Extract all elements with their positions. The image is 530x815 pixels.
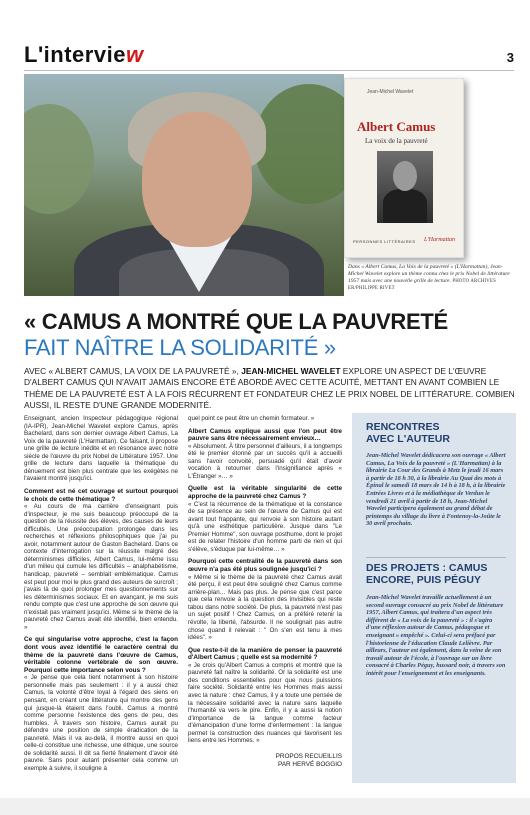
coat-shape: [383, 189, 427, 223]
sidebar-text-projects: Jean-Michel Wavelet travaille actuellement à un second ouvrage consacré au prix Nobel de littérature 1957, Albert Camus, qui traitera d'un aspect très différent de « La voix de la pauvreté » : il s'agira d'une réflexion autour de Camus, pédagogue et enseignant « empêché ». Celui-ci sera préfacé par l'historienne de l'éducation Claude Lelièvre. Par ailleurs, l'auteur est également, dans la veine de son travail autour de l'école, à l'ouvrage sur un livre consacré à Charles Péguy, hussard noir, à travers son intérêt pour l'enseignement et les enseignants.: [366, 594, 506, 677]
intro-after: EXPLORE UN ASPECT DE L'ŒUVRE D'ALBERT CAMUS QUI N'AVAIT JAMAIS ENCORE ÉTÉ ABORDÉ AVEC CETTE ACUITÉ, METTANT EN AVANT COMBIEN LE THÈME DE LA PAUVRETÉ EST À LA FOIS RÉCURRENT ET FONDATEUR CHEZ LE PRIX NOBEL DE LITTÉRATURE. COMBIEN AUSSI, IL RESTE D'UNE GRANDE MODERNITÉ.: [24, 366, 515, 410]
header-divider: [24, 70, 514, 71]
sidebar-divider: [366, 557, 506, 558]
info-sidebar: [352, 413, 516, 783]
interview-question: Comment est né cet ouvrage et surtout pourquoi le choix de cette thématique ?: [24, 487, 178, 503]
sidebar-title-projects: [366, 562, 487, 586]
article-column-2: [188, 415, 342, 769]
book-author: Jean-Michel Wavelet: [367, 89, 414, 95]
sidebar-title-line: DES PROJETS : CAMUS: [366, 562, 488, 574]
paragraph: « Même si le thème de la pauvreté chez Camus avait été perçu, il est peut être souligné chez Camus comme arrière-plan… Mais pas plus. Je pense que c'est parce que cela renvoie à la question des invisibles qui reste tabou dans notre société. De plus, la pauvreté n'est pas un sujet positif ! Chez Camus, on a préféré retenir la révolte, la liberté, l'absurde. Il ne soulignait pas autre chose quand il relevait : " On s'en est tenu à mes idées". »: [188, 573, 342, 642]
interview-question: Que reste-t-il de la manière de penser la pauvreté d'Albert Camus ; quelle est sa modernité ?: [188, 646, 342, 662]
book-title: Albert Camus: [357, 119, 436, 134]
headline-line-2: FAIT NAÎTRE LA SOLIDARITÉ »: [24, 335, 336, 360]
paragraph: « Je pense que cela tient notamment à son histoire personnelle mais pas seulement : il y a aussi chez Camus, la volonté d'être loyal à l'égard des siens en pensant, en créant une littérature qui montre des gens qui jusque-là étaient dans l'oubli. Camus a montré comme personne l'existence des gens de peu, des humbles. À travers son histoire, Camus aurait pu défendre une position de simple éradication de la pauvreté. Mais il va au-delà, il montre aussi en quoi celle-ci constitue une richesse, une éthique, une source de solidarité aussi. Il dit sa fierté finalement d'avoir été pauvre. Sans pour autant présenter cela comme un exemple à suivre, il souligne à: [24, 674, 178, 772]
paragraph: quel point ce peut être un chemin formateur. »: [188, 415, 315, 422]
caption-text: Dans « Albert Camus, La Voix de la pauvreté » (L'Harmattan), Jean-Michel Wavelet explore un thème connu chez le prix Nobel de littérature 1957 mais avec une nouvelle grille de lecture.: [348, 264, 510, 284]
section-title-main: L'intervie: [24, 42, 126, 67]
section-title: [24, 42, 144, 68]
paragraph: « Au cours de ma carrière d'enseignant puis d'inspecteur, je me suis beaucoup préoccupé de la question de la réussite des élèves, des causes de leurs difficultés. Une préoccupation prolongée dans les recherches et réflexions philosophiques que j'ai pu avoir, notamment autour de Gaston Bachelard. Dans ce contexte d'interrogation sur la réussite malgré des déterminismes difficiles, Albert Camus, lui-même issu d'un milieu qui cumule les difficultés – analphabétisme, handicap, pauvreté – semblait emblématique. Camus est peut pour moi le plus grand des auteurs de surcroît ; j'avais là de quoi prolonger mes questionnements sur les déterminismes sociaux. Et en avançant, je me suis rendu compte que c'est une approche de son œuvre qui n'existait pas vraiment jusqu'ici. Même si le thème de la pauvreté chez Camus avait été identifié, bien entendu. »: [24, 503, 178, 631]
background-tree: [254, 84, 344, 204]
paragraph: « C'est la récurrence de la thématique et la constance de sa présence au sein de l'œuvre de Camus qui est avant tout frappante, qui renvoie à son histoire autant qu'à une esthétique particulière. Jusque dans "Le Premier Homme", son ouvrage posthume, dont le projet est de relater l'histoire d'un homme parti de rien et qui s'élève, s'éduque par lui-même… »: [188, 500, 342, 553]
paragraph: Enseignant, ancien Inspecteur pédagogique régional (IA-IPR), Jean-Michel Wavelet explore Camus, après Bachelard, dans son dernier ouvrage Albert Camus, La Voix de la pauvreté (L'Harmattan). Ce faisant, il propose une grille de lecture inédite et en résonance avec notre siècle de l'œuvre du prix Nobel de Littérature 1957. Une grille de lecture dans laquelle la thématique du dénuement est bien plus centrale que les exégètes ne l'avaient montré jusqu'ici.: [24, 415, 178, 483]
sidebar-title-meetings: [366, 421, 450, 445]
page-bottom-margin: [0, 798, 530, 815]
intro-author-name: JEAN-MICHEL WAVELET: [241, 366, 341, 376]
sidebar-title-line: AVEC L'AUTEUR: [366, 433, 450, 445]
sidebar-title-line: RENCONTRES: [366, 421, 440, 433]
intro-before: AVEC « ALBERT CAMUS, LA VOIX DE LA PAUVRETÉ »,: [24, 366, 242, 376]
photo-caption: [348, 264, 518, 292]
paragraph: « Absolument. À titre personnel d'ailleurs, il a longtemps été le premier étonné par un succès qu'il a accueilli sans l'avoir convoité, persuadé qu'il était d'avoir vocation à retourner dans l'insignifiance après « L'Étranger »… »: [188, 442, 342, 480]
head-shape: [393, 161, 417, 191]
sidebar-title-line: ENCORE, PUIS PÉGUY: [366, 574, 481, 586]
book-cover: [344, 78, 464, 258]
article-column-1: [24, 415, 178, 772]
article-intro: [24, 366, 516, 411]
face-shape: [142, 112, 252, 247]
background-tree: [24, 104, 94, 214]
signature-line-1: PROPOS RECUEILLIS: [275, 752, 342, 760]
page-number: 3: [506, 50, 514, 65]
book-subtitle: La voix de la pauvreté: [365, 137, 428, 145]
interview-question: Quelle est la véritable singularité de cette approche de la pauvreté chez Camus ?: [188, 485, 342, 501]
page-header: [24, 40, 514, 70]
article-headline: [24, 309, 514, 361]
headline-line-1: « CAMUS A MONTRÉ QUE LA PAUVRETÉ: [24, 309, 448, 334]
paragraph: « Je crois qu'Albert Camus a compris et montré que la pauvreté fait naître la solidarité. Or la solidarité est une des conditions essentielles pour que nous puissions faire société. Solidarité entre les Hommes mais aussi avec la nature : chez Camus, il y a toute une pensée de la nécessaire solidarité avec la nature sans laquelle l'humanité va vers le pire. Enfin, il y a aussi la notion d'importance de la langue comme facteur d'émancipation d'une forme d'enfermement : la langue permet la construction des nuances qui favorisent les liens entre les Hommes. »: [188, 661, 342, 745]
article-signature: [188, 753, 342, 769]
interview-question: Pourquoi cette centralité de la pauvreté dans son œuvre n'a pas été plus soulignée jusqu'ici ?: [188, 558, 342, 574]
interview-question: Albert Camus explique aussi que l'on peut être pauvre sans être nécessairement envieux…: [188, 427, 342, 443]
signature-line-2: PAR HERVÉ BOGGIO: [277, 760, 342, 768]
section-title-accent: w: [125, 42, 144, 67]
book-cover-photo: [344, 78, 494, 268]
book-cover-portrait: [377, 151, 433, 223]
sidebar-text-meetings: Jean-Michel Wavelet dédicacera son ouvrage « Albert Camus, La Voix de la pauvreté » (L'Harmattan) à la librairie La Cour des Grands à Metz le jeudi 16 mars à partir de 18 h 30, à la librairie Au Quai des mots à Épinal le samedi 18 mars de 14 h à 18 h, à la librairie Entrées Livres et à la médiathèque de Verdun le vendredi 21 avril à partir de 18 h, Jean-Michel Wavelet participera également au grand débat de printemps du village du livre à Fontenoy-la-Joûte le 30 avril prochain.: [366, 452, 506, 528]
author-portrait-photo: [24, 74, 344, 296]
book-collection: PERSONNES LITTÉRAIRES: [353, 239, 416, 244]
book-publisher: L'Harmattan: [424, 237, 455, 243]
interview-question: Ce qui singularise votre approche, c'est la façon dont vous avez identifié le caractère central du thème de la pauvreté dans l'œuvre de Camus, véritable colonne vertébrale de son œuvre. Pourquoi cette importance selon vous ?: [24, 636, 178, 674]
photo-credit: PHOTO ARCHIVES ER/PHILIPPE RIVET: [348, 279, 496, 291]
